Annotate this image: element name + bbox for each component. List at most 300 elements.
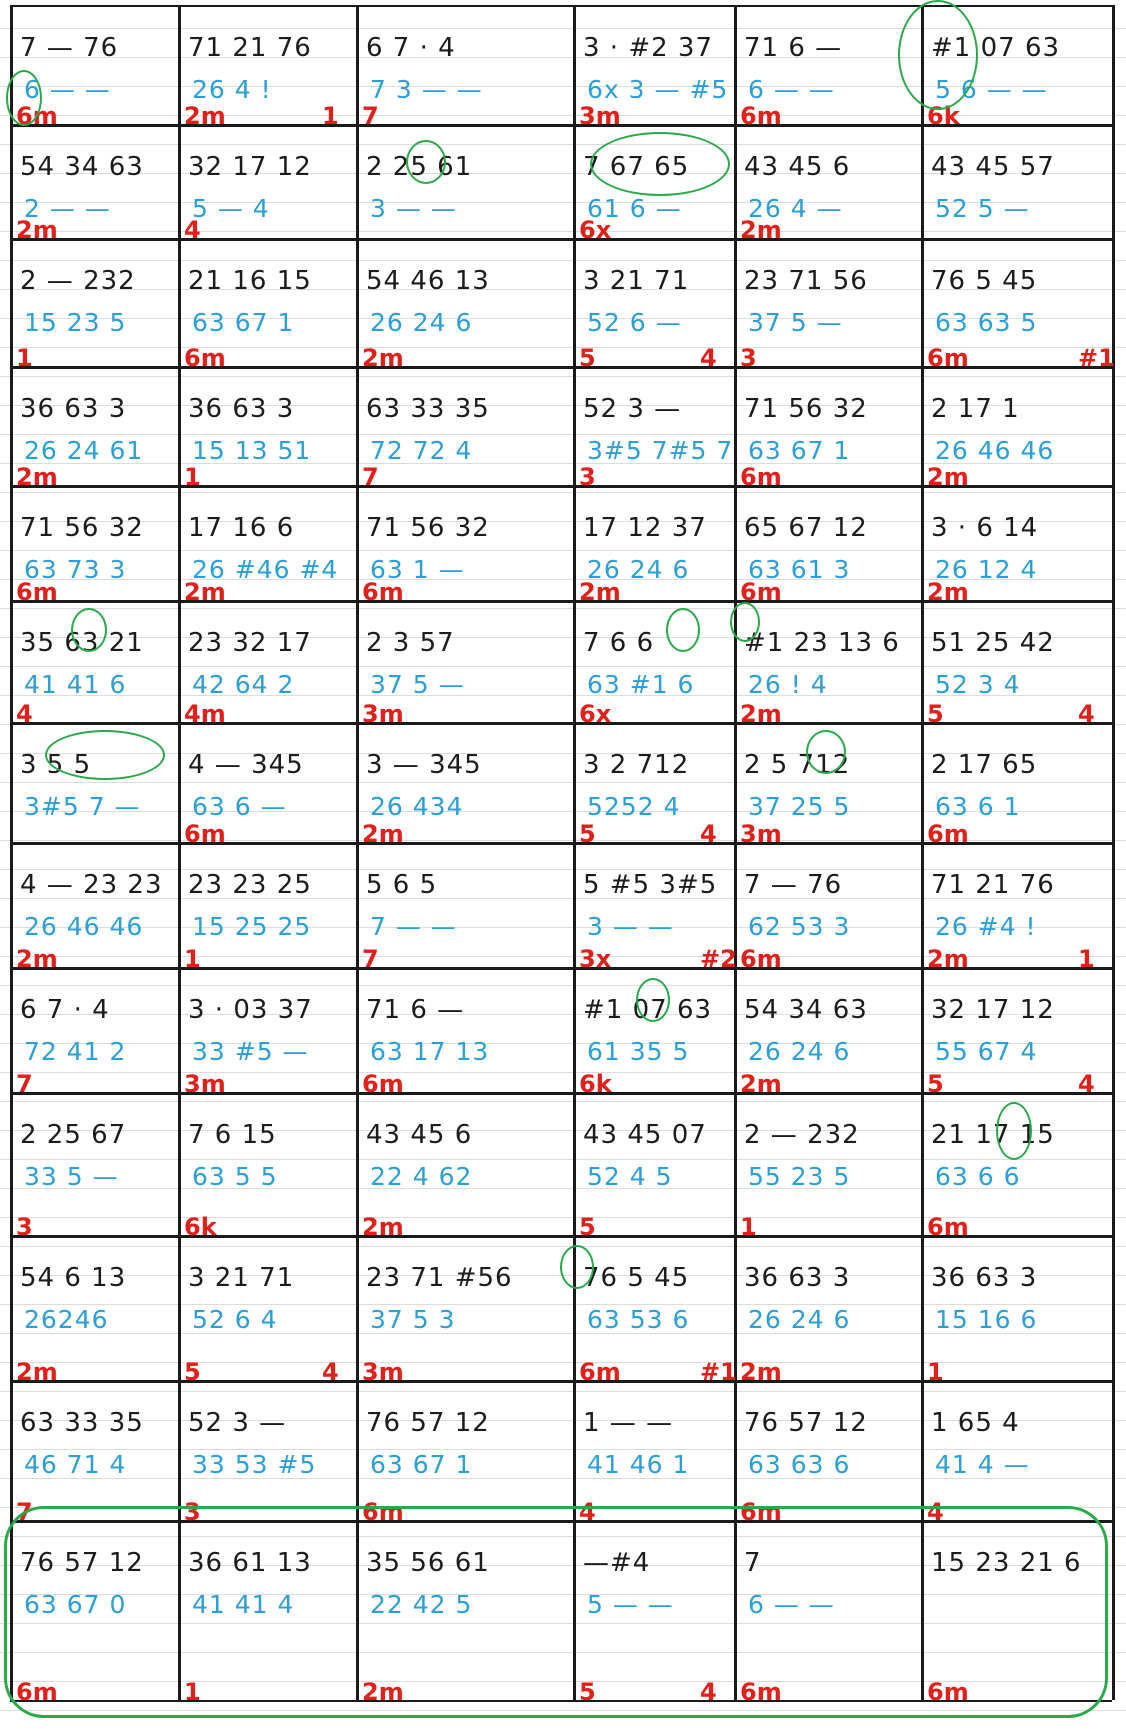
melody-notes: 65 67 12: [744, 513, 868, 543]
measure-cell: [921, 722, 1112, 848]
chord-label: 7: [16, 1498, 33, 1526]
accompaniment-notes: 52 5 —: [935, 194, 1030, 223]
melody-notes: 3 21 71: [188, 1263, 295, 1293]
measure-cell: [10, 485, 178, 606]
accompaniment-notes: 41 46 1: [587, 1450, 690, 1479]
accompaniment-notes: 63 67 1: [748, 436, 851, 465]
measure-cell: [734, 5, 921, 130]
chord-label: 6x: [579, 216, 612, 244]
chord-label: 5: [184, 1358, 201, 1386]
melody-notes: 1 65 4: [931, 1408, 1020, 1438]
accompaniment-notes: 63 5 5: [192, 1162, 278, 1191]
melody-notes: 71 21 76: [931, 870, 1055, 900]
accompaniment-notes: 6 — —: [748, 1590, 835, 1619]
accompaniment-notes: 6 — —: [24, 75, 111, 104]
measure-cell: [734, 124, 921, 244]
melody-notes: 54 6 13: [20, 1263, 127, 1293]
melody-notes: 7 67 65: [583, 152, 690, 182]
chord-label: 4: [700, 344, 717, 372]
chord-label: 1: [184, 945, 201, 973]
bar-line-vertical: [1112, 5, 1115, 1700]
measure-cell: [178, 238, 356, 372]
melody-notes: 43 45 6: [366, 1120, 473, 1150]
melody-notes: 32 17 12: [931, 995, 1055, 1025]
measure-cell: [356, 1380, 573, 1526]
chord-label: 6m: [362, 1498, 404, 1526]
chord-label: 5: [927, 1070, 944, 1098]
melody-notes: 63 33 35: [366, 394, 490, 424]
chord-label: 4: [700, 820, 717, 848]
measure-cell: [178, 842, 356, 973]
accompaniment-notes: 7 3 — —: [370, 75, 483, 104]
accompaniment-notes: 52 4 5: [587, 1162, 673, 1191]
circled-note-mark: [730, 602, 760, 642]
accompaniment-notes: 41 41 6: [24, 670, 127, 699]
chord-label: 2m: [740, 216, 782, 244]
chord-label: 6m: [927, 1213, 969, 1241]
measure-cell: [356, 124, 573, 238]
accompaniment-notes: 26 24 6: [748, 1305, 851, 1334]
melody-notes: 71 56 32: [744, 394, 868, 424]
measure-cell: [921, 366, 1112, 491]
accompaniment-notes: 63 17 13: [370, 1037, 490, 1066]
chord-label: 6m: [740, 463, 782, 491]
chord-label: 7: [362, 945, 379, 973]
accompaniment-notes: 37 5 3: [370, 1305, 456, 1334]
melody-notes: 21 17 15: [931, 1120, 1055, 1150]
measure-cell: [734, 967, 921, 1098]
melody-notes: 76 57 12: [20, 1548, 144, 1578]
melody-notes: 76 5 45: [931, 266, 1038, 296]
chord-label: 2m: [362, 820, 404, 848]
measure-cell: [921, 124, 1112, 238]
melody-notes: 3 5 5: [20, 750, 92, 780]
accompaniment-notes: 55 23 5: [748, 1162, 851, 1191]
melody-notes: 71 6 —: [744, 33, 843, 63]
accompaniment-notes: 26246: [24, 1305, 109, 1334]
accompaniment-notes: 15 25 25: [192, 912, 312, 941]
chord-label: 2m: [740, 1358, 782, 1386]
measure-cell: [573, 1380, 734, 1526]
measure-cell: [356, 1235, 573, 1386]
melody-notes: 43 45 07: [583, 1120, 707, 1150]
measure-cell: [178, 1092, 356, 1241]
chord-label: 2m: [362, 1213, 404, 1241]
circled-note-mark: [6, 70, 42, 126]
accompaniment-notes: 26 46 46: [24, 912, 144, 941]
measure-cell: [734, 600, 921, 728]
measure-cell: [178, 5, 356, 130]
melody-notes: —#4: [583, 1548, 651, 1578]
melody-notes: 54 34 63: [744, 995, 868, 1025]
chord-label: 2m: [362, 344, 404, 372]
chord-label: 6m: [927, 344, 969, 372]
chord-label: #1: [700, 1358, 737, 1386]
measure-cell: [734, 485, 921, 606]
melody-notes: 54 34 63: [20, 152, 144, 182]
measure-cell: [734, 1380, 921, 1526]
chord-label: 2m: [740, 700, 782, 728]
chord-label: 4: [322, 1358, 339, 1386]
chord-label: 6m: [927, 1678, 969, 1706]
chord-label: 2m: [16, 945, 58, 973]
accompaniment-notes: 26 #4 !: [935, 912, 1037, 941]
chord-label: 1: [927, 1358, 944, 1386]
melody-notes: 7 6 15: [188, 1120, 277, 1150]
melody-notes: 7 6 6: [583, 628, 655, 658]
chord-label: 3: [740, 344, 757, 372]
melody-notes: 4 — 23 23: [20, 870, 163, 900]
measure-cell: [921, 600, 1112, 728]
measure-cell: [734, 1092, 921, 1241]
measure-cell: [921, 485, 1112, 606]
measure-cell: [356, 238, 573, 372]
accompaniment-notes: 3 — —: [587, 912, 674, 941]
accompaniment-notes: 26 46 46: [935, 436, 1055, 465]
melody-notes: 2 — 232: [20, 266, 136, 296]
melody-notes: 36 63 3: [188, 394, 295, 424]
measure-cell: [10, 1380, 178, 1526]
measure-cell: [921, 238, 1115, 372]
accompaniment-notes: 26 24 61: [24, 436, 144, 465]
measure-cell: [10, 967, 178, 1098]
circled-note-mark: [45, 730, 165, 780]
measure-cell: [734, 842, 921, 973]
chord-label: 5: [579, 820, 596, 848]
melody-notes: 2 3 57: [366, 628, 455, 658]
circled-note-mark: [560, 1245, 594, 1289]
accompaniment-notes: 33 53 #5: [192, 1450, 317, 1479]
chord-label: 4: [579, 1498, 596, 1526]
accompaniment-notes: 26 4 !: [192, 75, 272, 104]
melody-notes: 23 71 #56: [366, 1263, 513, 1293]
chord-label: 1: [1078, 945, 1095, 973]
melody-notes: 21 16 15: [188, 266, 312, 296]
accompaniment-notes: 63 6 1: [935, 792, 1021, 821]
melody-notes: 3 — 345: [366, 750, 482, 780]
chord-label: 3m: [362, 700, 404, 728]
melody-notes: 51 25 42: [931, 628, 1055, 658]
melody-notes: 52 3 —: [583, 394, 682, 424]
chord-label: 6m: [362, 578, 404, 606]
accompaniment-notes: 52 3 4: [935, 670, 1021, 699]
chord-label: 5: [579, 344, 596, 372]
chord-label: 4: [700, 1678, 717, 1706]
melody-notes: 36 63 3: [931, 1263, 1038, 1293]
chord-label: 1: [184, 1678, 201, 1706]
accompaniment-notes: 3#5 7#5 7: [587, 436, 734, 465]
chord-label: 2m: [927, 578, 969, 606]
circled-note-mark: [71, 608, 107, 652]
chord-label: 3m: [184, 1070, 226, 1098]
chord-label: 4: [1078, 1070, 1095, 1098]
accompaniment-notes: 41 41 4: [192, 1590, 295, 1619]
melody-notes: 71 21 76: [188, 33, 312, 63]
melody-notes: 3 2 712: [583, 750, 690, 780]
circled-note-mark: [996, 1102, 1032, 1160]
melody-notes: 52 3 —: [188, 1408, 287, 1438]
accompaniment-notes: 5 — —: [587, 1590, 674, 1619]
accompaniment-notes: 33 #5 —: [192, 1037, 309, 1066]
measure-cell: [178, 722, 356, 848]
accompaniment-notes: 5 — 4: [192, 194, 270, 223]
chord-label: 2m: [16, 1358, 58, 1386]
chord-label: 2m: [16, 463, 58, 491]
chord-label: 2m: [927, 945, 969, 973]
melody-notes: 36 63 3: [744, 1263, 851, 1293]
accompaniment-notes: 5 6 — —: [935, 75, 1048, 104]
accompaniment-notes: 26 #46 #4: [192, 555, 339, 584]
accompaniment-notes: 63 6 —: [192, 792, 287, 821]
accompaniment-notes: 15 16 6: [935, 1305, 1038, 1334]
chord-label: 4m: [184, 700, 226, 728]
chord-label: 4: [16, 700, 33, 728]
accompaniment-notes: 63 1 —: [370, 555, 465, 584]
chord-label: 7: [362, 102, 379, 130]
accompaniment-notes: 2 — —: [24, 194, 111, 223]
accompaniment-notes: 63 61 3: [748, 555, 851, 584]
ending-section-outline: [4, 1506, 1108, 1718]
melody-notes: 7: [744, 1548, 762, 1578]
melody-notes: 2 25 67: [20, 1120, 127, 1150]
circled-note-mark: [590, 132, 730, 196]
measure-cell: [573, 600, 734, 728]
melody-notes: 15 23 21 6: [931, 1548, 1082, 1578]
accompaniment-notes: 55 67 4: [935, 1037, 1038, 1066]
chord-label: 1: [322, 102, 339, 130]
accompaniment-notes: 26 ! 4: [748, 670, 828, 699]
measure-cell: [10, 1235, 178, 1386]
chord-label: 6m: [16, 1678, 58, 1706]
melody-notes: 76 5 45: [583, 1263, 690, 1293]
accompaniment-notes: 3#5 7 —: [24, 792, 141, 821]
melody-notes: 71 6 —: [366, 995, 465, 1025]
accompaniment-notes: 63 #1 6: [587, 670, 695, 699]
melody-notes: 5 6 5: [366, 870, 438, 900]
chord-label: 6m: [740, 102, 782, 130]
measure-cell: [356, 366, 573, 491]
melody-notes: 3 21 71: [583, 266, 690, 296]
melody-notes: #1 23 13 6: [744, 628, 900, 658]
accompaniment-notes: 26 434: [370, 792, 464, 821]
accompaniment-notes: 37 25 5: [748, 792, 851, 821]
chord-label: 4: [1078, 700, 1095, 728]
accompaniment-notes: 63 63 6: [748, 1450, 851, 1479]
chord-label: 3m: [579, 102, 621, 130]
accompaniment-notes: 63 73 3: [24, 555, 127, 584]
accompaniment-notes: 3 — —: [370, 194, 457, 223]
melody-notes: 71 56 32: [366, 513, 490, 543]
accompaniment-notes: 37 5 —: [370, 670, 465, 699]
accompaniment-notes: 7 — —: [370, 912, 457, 941]
accompaniment-notes: 26 4 —: [748, 194, 843, 223]
circled-note-mark: [666, 608, 700, 652]
accompaniment-notes: 63 63 5: [935, 308, 1038, 337]
measure-cell: [178, 485, 356, 606]
measure-cell: [356, 5, 573, 130]
accompaniment-notes: 15 23 5: [24, 308, 127, 337]
melody-notes: 71 56 32: [20, 513, 144, 543]
chord-label: 6k: [579, 1070, 612, 1098]
chord-label: 7: [16, 1070, 33, 1098]
chord-label: 2m: [740, 1070, 782, 1098]
chord-label: 3m: [740, 820, 782, 848]
measure-cell: [10, 238, 178, 372]
melody-notes: 54 46 13: [366, 266, 490, 296]
chord-label: 6m: [16, 102, 58, 130]
chord-label: 2m: [184, 102, 226, 130]
melody-notes: 3 · 6 14: [931, 513, 1039, 543]
measure-cell: [734, 1235, 921, 1386]
chord-label: 6m: [184, 820, 226, 848]
measure-cell: [573, 1092, 734, 1241]
measure-cell: [921, 1235, 1112, 1386]
chord-label: 2m: [362, 1678, 404, 1706]
chord-label: 5: [579, 1213, 596, 1241]
measure-cell: [10, 842, 178, 973]
melody-notes: 17 16 6: [188, 513, 295, 543]
accompaniment-notes: 61 35 5: [587, 1037, 690, 1066]
chord-label: 6x: [579, 700, 612, 728]
circled-note-mark: [406, 140, 446, 184]
melody-notes: 23 23 25: [188, 870, 312, 900]
melody-notes: 63 33 35: [20, 1408, 144, 1438]
measure-cell: [356, 722, 573, 848]
measure-cell: [734, 366, 921, 491]
chord-label: #2: [700, 945, 737, 973]
chord-label: 2m: [16, 216, 58, 244]
melody-notes: 43 45 57: [931, 152, 1055, 182]
chord-label: 6m: [740, 945, 782, 973]
chord-label: 4: [184, 216, 201, 244]
accompaniment-notes: 63 67 0: [24, 1590, 127, 1619]
chord-label: 6k: [184, 1213, 217, 1241]
measure-cell: [573, 485, 734, 606]
measure-cell: [178, 1380, 356, 1526]
melody-notes: 23 71 56: [744, 266, 868, 296]
measure-cell: [10, 124, 178, 244]
melody-notes: 43 45 6: [744, 152, 851, 182]
melody-notes: 2 25 61: [366, 152, 473, 182]
melody-notes: 6 7 · 4: [20, 995, 110, 1025]
accompaniment-notes: 52 6 —: [587, 308, 682, 337]
accompaniment-notes: 72 41 2: [24, 1037, 127, 1066]
measure-cell: [356, 1092, 573, 1241]
accompaniment-notes: 63 67 1: [192, 308, 295, 337]
accompaniment-notes: 63 67 1: [370, 1450, 473, 1479]
accompaniment-notes: 6 — —: [748, 75, 835, 104]
circled-note-mark: [806, 730, 846, 774]
measure-cell: [573, 238, 734, 372]
circled-note-mark: [636, 978, 670, 1022]
chord-label: 6m: [740, 578, 782, 606]
measure-cell: [356, 485, 573, 606]
measure-cell: [573, 842, 737, 973]
measure-cell: [10, 1092, 178, 1241]
accompaniment-notes: 62 53 3: [748, 912, 851, 941]
melody-notes: 6 7 · 4: [366, 33, 456, 63]
chord-label: 6m: [740, 1498, 782, 1526]
accompaniment-notes: 46 71 4: [24, 1450, 127, 1479]
accompaniment-notes: 26 24 6: [587, 555, 690, 584]
chord-label: 1: [740, 1213, 757, 1241]
chord-label: 3: [16, 1213, 33, 1241]
chord-label: 1: [184, 463, 201, 491]
accompaniment-notes: 41 4 —: [935, 1450, 1030, 1479]
circled-note-mark: [898, 0, 978, 110]
accompaniment-notes: 63 6 6: [935, 1162, 1021, 1191]
melody-notes: 2 5 712: [744, 750, 851, 780]
accompaniment-notes: 26 24 6: [748, 1037, 851, 1066]
measure-cell: [178, 124, 356, 244]
measure-cell: [573, 1235, 737, 1386]
measure-cell: [573, 5, 734, 130]
accompaniment-notes: 42 64 2: [192, 670, 295, 699]
melody-notes: 5 #5 3#5: [583, 870, 718, 900]
melody-notes: 1 — —: [583, 1408, 674, 1438]
melody-notes: 7 — 76: [744, 870, 843, 900]
melody-notes: #1 07 63: [931, 33, 1061, 63]
melody-notes: 36 61 13: [188, 1548, 312, 1578]
measure-cell: [178, 366, 356, 491]
chord-label: 2m: [184, 578, 226, 606]
chord-label: 6k: [927, 102, 960, 130]
chord-label: 6m: [927, 820, 969, 848]
melody-notes: 32 17 12: [188, 152, 312, 182]
measure-cell: [573, 366, 734, 491]
melody-notes: #1 07 63: [583, 995, 713, 1025]
accompaniment-notes: 61 6 —: [587, 194, 682, 223]
melody-notes: 4 — 345: [188, 750, 304, 780]
chord-label: 6m: [740, 1678, 782, 1706]
measure-cell: [921, 967, 1112, 1098]
accompaniment-notes: 33 5 —: [24, 1162, 119, 1191]
measure-cell: [356, 967, 573, 1098]
chord-label: 6m: [579, 1358, 621, 1386]
measure-cell: [573, 722, 734, 848]
chord-label: 7: [362, 463, 379, 491]
melody-notes: 2 — 232: [744, 1120, 860, 1150]
chord-label: 1: [16, 344, 33, 372]
accompaniment-notes: 15 13 51: [192, 436, 312, 465]
chord-label: 3m: [362, 1358, 404, 1386]
chord-label: 6m: [184, 344, 226, 372]
measure-cell: [921, 1380, 1112, 1526]
accompaniment-notes: 26 24 6: [370, 308, 473, 337]
chord-label: 2m: [927, 463, 969, 491]
melody-notes: 36 63 3: [20, 394, 127, 424]
melody-notes: 76 57 12: [744, 1408, 868, 1438]
measure-cell: [178, 967, 356, 1098]
measure-cell: [356, 600, 573, 728]
melody-notes: 2 17 65: [931, 750, 1038, 780]
chord-label: #1: [1078, 344, 1115, 372]
chord-label: 4: [927, 1498, 944, 1526]
chord-label: 5: [579, 1678, 596, 1706]
accompaniment-notes: 72 72 4: [370, 436, 473, 465]
accompaniment-notes: 52 6 4: [192, 1305, 278, 1334]
melody-notes: 2 17 1: [931, 394, 1020, 424]
melody-notes: 3 · 03 37: [188, 995, 313, 1025]
measure-cell: [921, 842, 1112, 973]
chord-label: 2m: [579, 578, 621, 606]
accompaniment-notes: 22 42 5: [370, 1590, 473, 1619]
accompaniment-notes: 26 12 4: [935, 555, 1038, 584]
melody-notes: 23 32 17: [188, 628, 312, 658]
measure-cell: [10, 366, 178, 491]
melody-notes: 76 57 12: [366, 1408, 490, 1438]
accompaniment-notes: 37 5 —: [748, 308, 843, 337]
